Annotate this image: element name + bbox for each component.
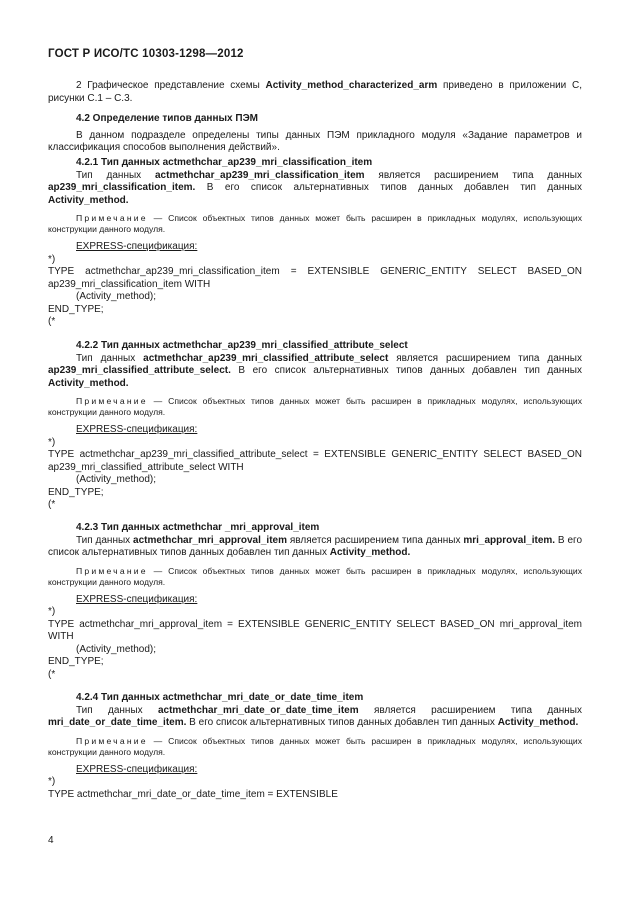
- text: В его список альтернативных типов данных добавлен тип данных: [230, 365, 582, 376]
- subsection-heading: 4.2.2 Тип данных actmethchar_ap239_mri_classified_attribute_select: [76, 340, 408, 351]
- code-line: TYPE actmethchar_mri_approval_item = EXTENSIBLE GENERIC_ENTITY SELECT BASED_ON mri_approval_item WITH: [48, 618, 582, 642]
- code-line: END_TYPE;: [48, 656, 104, 667]
- note-label: Примечание: [76, 565, 148, 576]
- code-line: *): [48, 436, 56, 448]
- note-text: — Список объектных типов данных может быть расширен в прикладных модулях, использующих конструкции данного модуля.: [48, 565, 582, 587]
- term: Activity_method.: [48, 377, 129, 389]
- note-text: — Список объектных типов данных может быть расширен в прикладных модулях, использующих конструкции данного модуля.: [48, 735, 582, 757]
- text: В его список альтернативных типов данных добавлен тип данных: [186, 717, 498, 728]
- term: mri_approval_item.: [463, 534, 556, 546]
- note: [48, 736, 582, 758]
- term: ap239_mri_classified_attribute_select.: [48, 365, 231, 376]
- text: 2 Графическое представление схемы: [76, 80, 266, 91]
- code-line: (*: [48, 668, 56, 680]
- express-label: EXPRESS-спецификация:: [76, 424, 198, 435]
- code-line: TYPE actmethchar_mri_date_or_date_time_item = EXTENSIBLE: [48, 788, 338, 800]
- code-line: TYPE actmethchar_ap239_mri_classified_attribute_select = EXTENSIBLE GENERIC_ENTITY SELECT BASED_ON ap239_mri_classified_attribute_select WITH: [48, 449, 582, 473]
- text: является расширением типа данных: [287, 534, 464, 546]
- text: В его список альтернативных типов данных добавлен тип данных: [195, 182, 582, 193]
- express-label: EXPRESS-спецификация:: [76, 763, 198, 775]
- note-text: — Список объектных типов данных может быть расширен в прикладных модулях, использующих конструкции данного модуля.: [48, 396, 582, 417]
- code-line: *): [48, 606, 56, 617]
- intro-paragraph: [48, 80, 582, 105]
- code-line: (*: [48, 316, 56, 327]
- term: ap239_mri_classification_item.: [48, 182, 196, 193]
- text: приведено в приложении С, рисунки С.1 – С.3.: [48, 80, 582, 104]
- code-line: END_TYPE;: [48, 303, 104, 315]
- text: Тип данных: [76, 352, 144, 364]
- term: Activity_method.: [48, 194, 129, 206]
- text: Тип данных: [76, 704, 158, 716]
- subsection-heading: 4.2.3 Тип данных actmethchar _mri_approval_item: [76, 522, 320, 533]
- term: Activity_method.: [329, 547, 411, 558]
- subsection-heading: 4.2.4 Тип данных actmethchar_mri_date_or_date_time_item: [76, 692, 364, 703]
- term: mri_date_or_date_time_item.: [48, 717, 187, 728]
- note-text: — Список объектных типов данных может быть расширен в прикладных модулях, использующих конструкции данного модуля.: [48, 213, 582, 234]
- page-number: 4: [48, 835, 54, 846]
- term: Activity_method_characterized_arm: [265, 80, 438, 91]
- term: Activity_method.: [497, 717, 579, 728]
- term: actmethchar_ap239_mri_classification_item: [155, 169, 365, 181]
- subsection-4-2-1: [48, 157, 582, 329]
- text: является расширением типа данных: [358, 704, 582, 716]
- term: actmethchar_ap239_mri_classified_attribute_select: [143, 352, 389, 364]
- note: [48, 566, 582, 588]
- note-label: Примечание: [76, 735, 148, 746]
- code-line: END_TYPE;: [48, 486, 104, 498]
- subsection-4-2-3: [48, 522, 582, 681]
- section-4-2: [48, 113, 582, 155]
- code-line: *): [48, 776, 56, 787]
- note-label: Примечание: [76, 213, 148, 223]
- text: является расширением типа данных: [364, 169, 582, 181]
- code-line: TYPE actmethchar_ap239_mri_classification_item = EXTENSIBLE GENERIC_ENTITY SELECT BASED_ON ap239_mri_classification_item WITH: [48, 266, 582, 290]
- section-heading: 4.2 Определение типов данных ПЭМ: [76, 113, 259, 124]
- code-line: *): [48, 253, 56, 265]
- express-label: EXPRESS-спецификация:: [76, 241, 198, 252]
- text: Тип данных: [76, 534, 134, 546]
- text: является расширением типа данных: [388, 352, 582, 364]
- document-header: ГОСТ Р ИСО/ТС 10303-1298—2012: [48, 48, 244, 60]
- note: [48, 396, 582, 418]
- text: Тип данных: [76, 169, 155, 181]
- note-label: Примечание: [76, 396, 148, 406]
- text: В его список альтернативных типов данных добавлен тип данных: [48, 534, 583, 558]
- section-intro: В данном подразделе определены типы данных ПЭМ прикладного модуля «Задание параметров и классификация способов выполнения действий».: [48, 129, 582, 153]
- term: actmethchar_mri_approval_item: [133, 534, 287, 546]
- code-line: (Activity_method);: [76, 643, 157, 655]
- express-label: EXPRESS-спецификация:: [76, 593, 198, 605]
- term: actmethchar_mri_date_or_date_time_item: [157, 704, 359, 716]
- note: [48, 213, 582, 235]
- subsection-4-2-2: [48, 340, 582, 512]
- subsection-4-2-4: [48, 692, 582, 801]
- code-line: (Activity_method);: [76, 474, 157, 485]
- code-line: (Activity_method);: [76, 291, 157, 302]
- subsection-heading: 4.2.1 Тип данных actmethchar_ap239_mri_classification_item: [76, 157, 373, 168]
- code-line: (*: [48, 499, 56, 510]
